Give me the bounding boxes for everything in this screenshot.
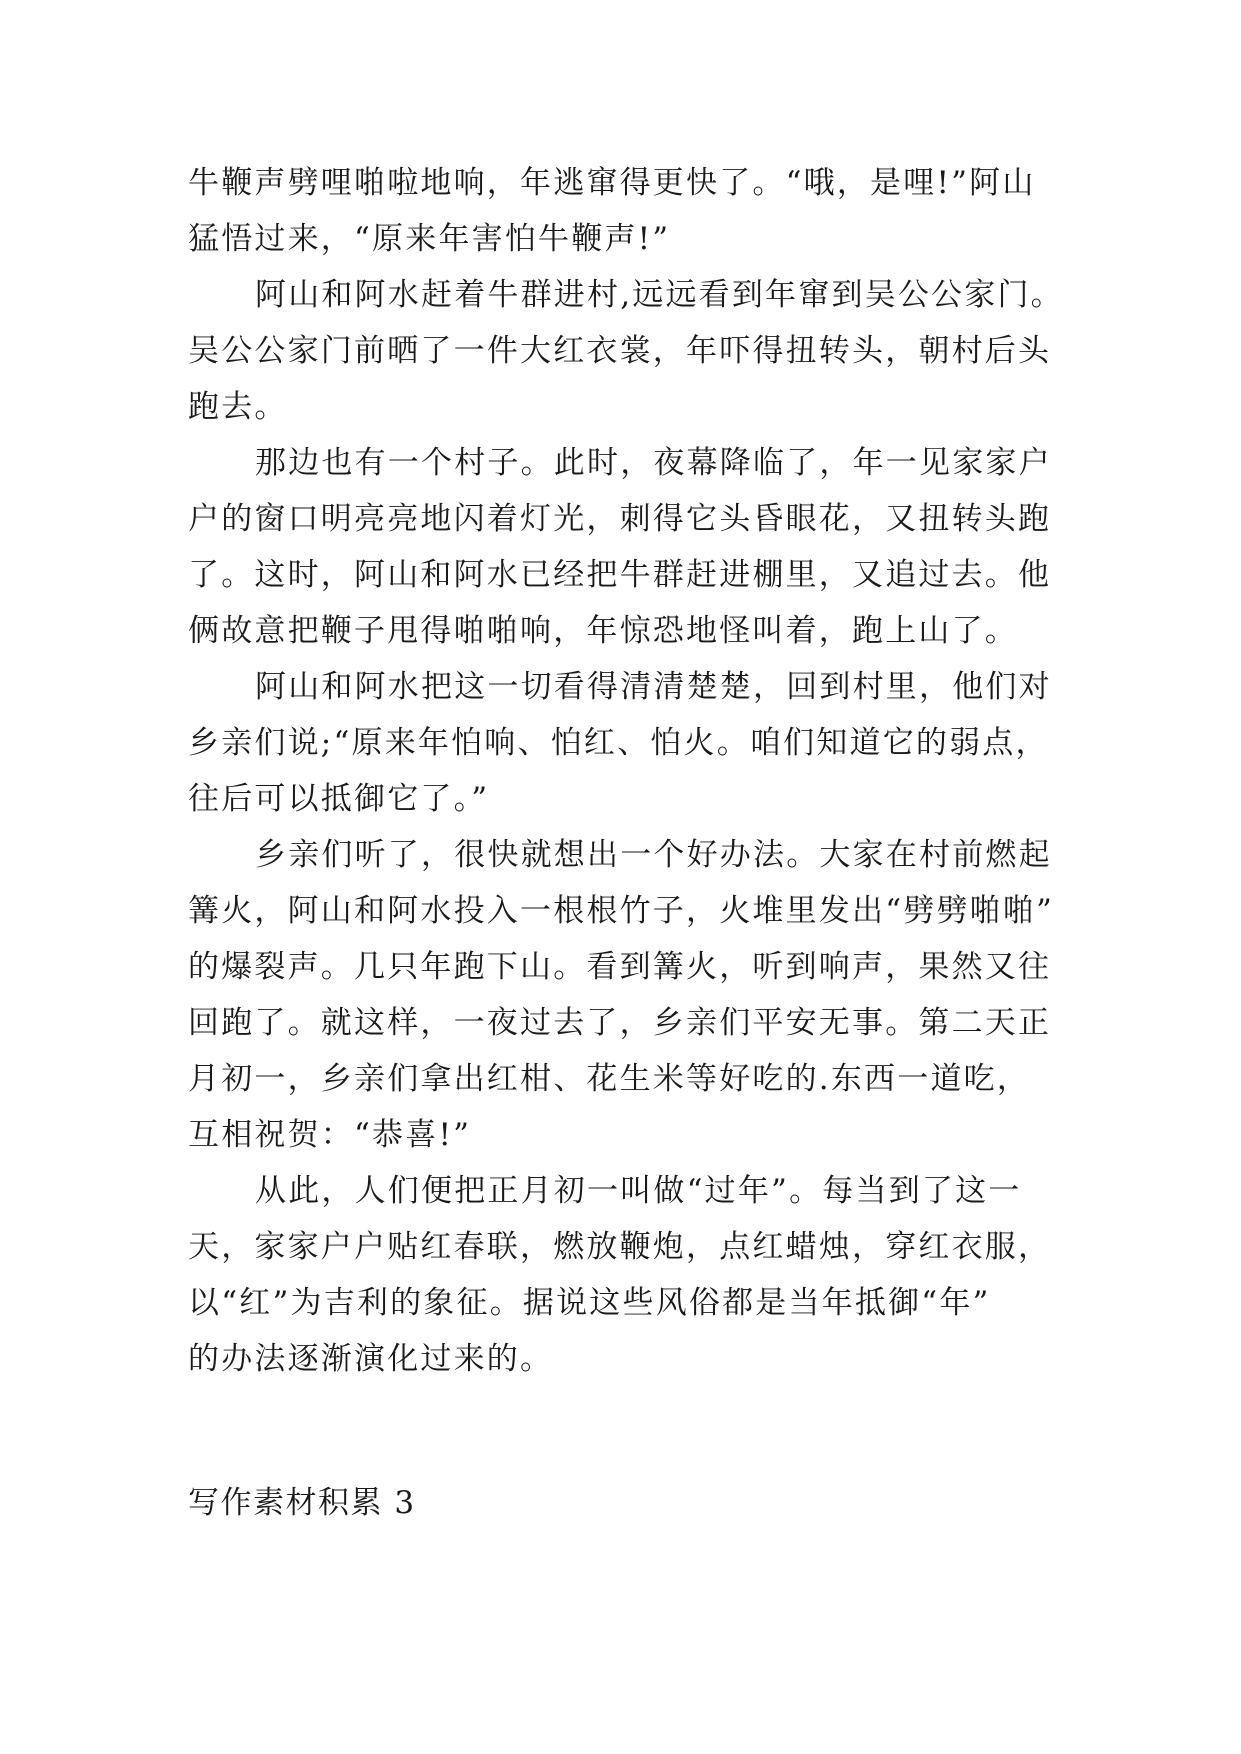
paragraph-line: 以“红”为吉利的象征。据说这些风俗都是当年抵御“年” [188, 1285, 991, 1321]
paragraph-line: 那边也有一个村子。此时，夜幕降临了，年一见家家户 [255, 445, 1052, 481]
paragraph-line: 回跑了。就这样，一夜过去了，乡亲们平安无事。第二天正 [188, 1005, 1052, 1041]
paragraph-line: 牛鞭声劈哩啪啦地响，年逃窜得更快了。“哦，是哩!”阿山 [188, 165, 1036, 201]
paragraph-line: 从此，人们便把正月初一叫做“过年”。每当到了这一 [255, 1173, 1022, 1209]
paragraph-line: 了。这时，阿山和阿水已经把牛群赶进棚里，又追过去。他 [188, 557, 1052, 593]
paragraph-line: 乡亲们听了，很快就想出一个好办法。大家在村前燃起 [255, 837, 1052, 873]
paragraph-line: 户的窗口明亮亮地闪着灯光，刺得它头昏眼花，又扭转头跑 [188, 501, 1052, 537]
paragraph-line: 天，家家户户贴红春联，燃放鞭炮，点红蜡烛，穿红衣服， [188, 1229, 1052, 1265]
paragraph-line: 跑去。 [188, 389, 288, 425]
section-heading: 写作素材积累 3 [188, 1485, 416, 1521]
paragraph-line: 的爆裂声。几只年跑下山。看到篝火，听到响声，果然又往 [188, 949, 1052, 985]
paragraph-line: 吴公公家门前晒了一件大红衣裳，年吓得扭转头，朝村后头 [188, 333, 1052, 369]
paragraph-line: 猛悟过来，“原来年害怕牛鞭声!” [188, 221, 671, 257]
paragraph-line: 的办法逐渐演化过来的。 [188, 1341, 554, 1377]
paragraph-line: 往后可以抵御它了。” [188, 781, 490, 817]
paragraph-line: 月初一，乡亲们拿出红柑、花生米等好吃的.东西一道吃， [188, 1061, 1031, 1097]
paragraph-line: 阿山和阿水赶着牛群进村,远远看到年窜到吴公公家门。 [255, 277, 1064, 313]
paragraph-line: 篝火，阿山和阿水投入一根根竹子，火堆里发出“劈劈啪啪” [188, 893, 1055, 929]
paragraph-line: 阿山和阿水把这一切看得清清楚楚，回到村里，他们对 [255, 669, 1052, 705]
paragraph-line: 俩故意把鞭子甩得啪啪响，年惊恐地怪叫着，跑上山了。 [188, 613, 1018, 649]
paragraph-line: 乡亲们说;“原来年怕响、怕红、怕火。咱们知道它的弱点， [188, 725, 1049, 761]
paragraph-line: 互相祝贺：“恭喜!” [188, 1117, 472, 1153]
